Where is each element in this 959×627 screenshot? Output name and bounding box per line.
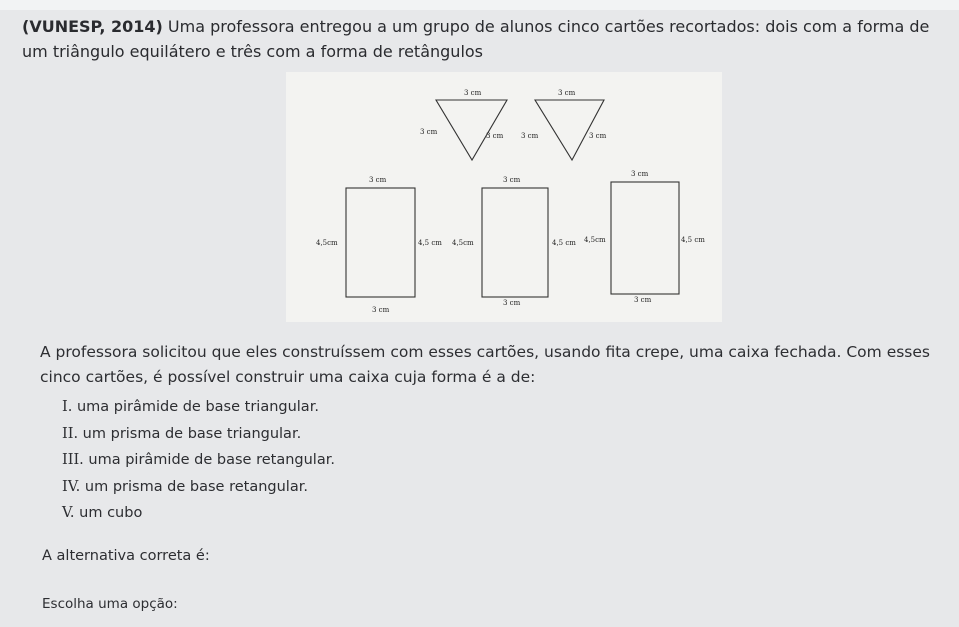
rectangle-3-bottom-label: 3 cm [634,296,652,304]
question-statement: Uma professora entregou a um grupo de alunos cinco cartões recortados: dois com a forma de um triângulo equilátero e três com a forma de retângulos [22,17,930,61]
statement-numeral: I. [62,399,73,415]
rectangle-2-bottom-label: 3 cm [503,299,521,307]
statement-text: um prisma de base triangular. [78,425,302,442]
rectangle-1-left-label: 4,5cm [316,239,338,247]
statement-item-4 [62,474,335,501]
statement-item-2 [62,421,335,448]
rectangle-3-top-label: 3 cm [631,170,649,178]
rectangle-1-top-label: 3 cm [369,176,387,184]
statement-text: um prisma de base retangular. [80,478,308,495]
rectangle-2-top-label: 3 cm [503,176,521,184]
rectangle-2-left-label: 4,5cm [452,239,474,247]
statement-numeral: III. [62,452,84,468]
triangle-2-left-label: 3 cm [521,132,539,140]
triangle-2-top-label: 3 cm [558,89,576,97]
question-source: (VUNESP, 2014) [22,17,163,36]
triangle-1-left-label: 3 cm [420,128,438,136]
statement-text: uma pirâmide de base retangular. [83,452,335,468]
figure-panel [286,72,722,322]
rectangle-3-left-label: 4,5cm [584,236,606,244]
statement-numeral: V. [62,505,75,521]
rectangle-card-3 [611,182,679,294]
cards-figure [286,72,722,322]
rectangle-card-1 [346,188,415,297]
statement-item-5 [62,500,335,527]
statement-list [62,394,335,527]
choose-option-label: Escolha uma opção: [42,596,178,612]
rectangle-1-right-label: 4,5 cm [418,239,442,247]
triangle-1-top-label: 3 cm [464,89,482,97]
triangle-2-right-label: 3 cm [589,132,607,140]
top-strip [0,0,959,10]
rectangle-2-right-label: 4,5 cm [552,239,576,247]
rectangle-1-bottom-label: 3 cm [372,306,390,314]
answer-label: A alternativa correta é: [42,548,210,564]
statement-numeral: IV. [62,478,81,495]
statement-text: um cubo [74,505,143,521]
triangle-card-2 [535,100,604,160]
triangle-1-right-label: 3 cm [486,132,504,140]
rectangle-3-right-label: 4,5 cm [681,236,705,244]
statement-numeral: II. [62,425,79,442]
rectangle-card-2 [482,188,548,297]
question-header [22,14,942,64]
statement-item-1 [62,394,335,421]
statement-item-3 [62,447,335,474]
statement-text: uma pirâmide de base triangular. [72,399,319,415]
question-prompt: A professora solicitou que eles construíssem com esses cartões, usando fita crepe, uma caixa fechada. Com esses cinco cartões, é possível construir uma caixa cuja forma é a de: [40,343,930,386]
triangle-card-1 [436,100,507,160]
